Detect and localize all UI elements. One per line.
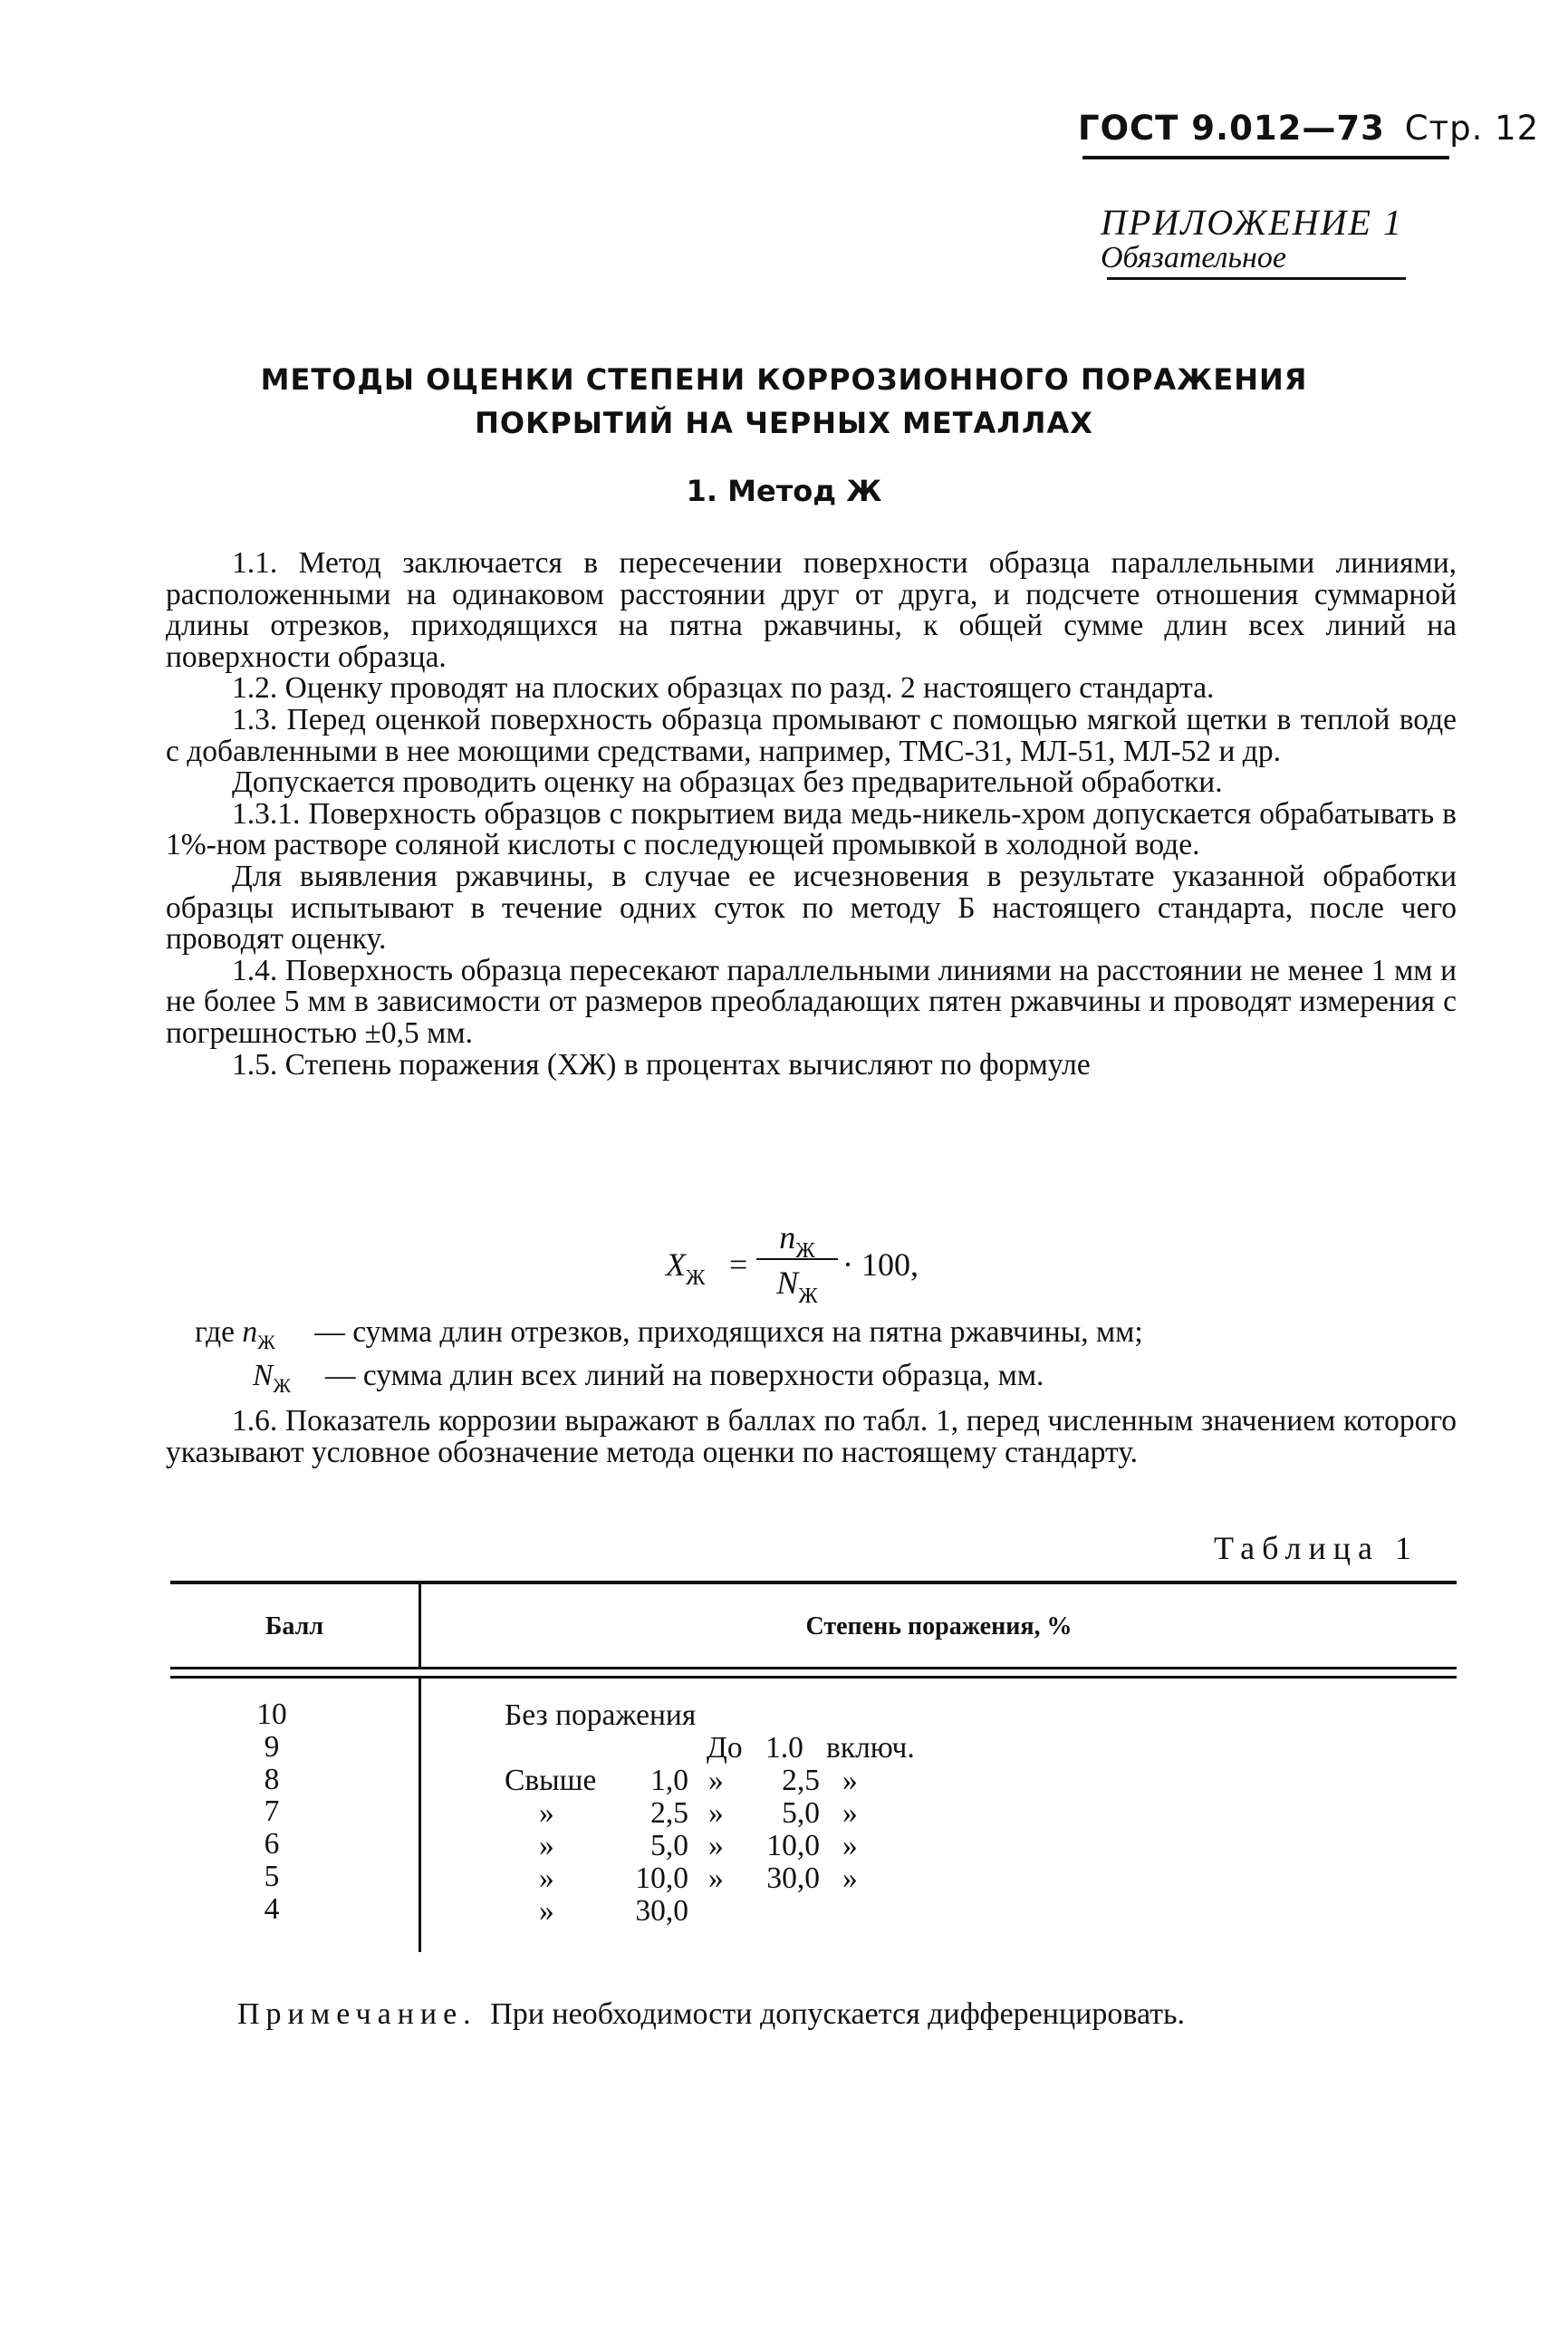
standard-number: ГОСТ 9.012—73 (1078, 109, 1385, 148)
table-ball-column (181, 1698, 362, 1926)
table-cell-degree-r2-unit: включ. (826, 1731, 915, 1765)
table-cell-ball: 7 (264, 1794, 280, 1829)
table-header-rule-2 (170, 1676, 1457, 1679)
definition-N: $N_Ж$ — сумма длин всех линий на поверхности образца, мм. (253, 1359, 1044, 1397)
table-cell-degree-r5-end: » (842, 1829, 858, 1862)
table-caption: Таблица 1 (1214, 1530, 1419, 1566)
formula-lhs: $X_Ж$ (666, 1246, 706, 1290)
table-cell-degree-r4-op: » (539, 1796, 554, 1830)
table-cell-degree-r6-sep: » (708, 1861, 724, 1895)
table-cell-ball: 10 (256, 1698, 287, 1731)
section-title: 1. Метод Ж (686, 474, 882, 508)
paragraph-1-6: 1.6. Показатель коррозии выражают в баллах по табл. 1, перед численным значением которого указывают условное обозначение метода оценки по настоящему стандарту. (166, 1404, 1457, 1469)
table-cell-degree-r5-op: » (539, 1829, 554, 1862)
appendix-rule (1107, 277, 1406, 280)
table-cell-degree-r3-to: 2,5 (782, 1764, 820, 1797)
table-header-degree: Степень поражения, % (805, 1612, 1073, 1640)
table-cell-ball: 4 (264, 1891, 280, 1926)
note-text: При необходимости допускается дифференцировать. (490, 1997, 1186, 2031)
table-header-rule-1 (170, 1667, 1457, 1669)
table-cell-degree-r3-from: 1,0 (650, 1764, 688, 1797)
paragraph-1-4: 1.4. Поверхность образца пересекают параллельными линиями на расстоянии не менее 1 мм и не более 5 мм в зависимости от размеров преобладающих пятен ржавчины и проводят измерения с погрешностью ±0,5 мм. (166, 953, 1457, 1050)
table-cell-degree-r3-sep: » (708, 1764, 724, 1797)
formula-fraction (756, 1218, 838, 1309)
table-cell-degree-r5-sep: » (708, 1829, 724, 1862)
definition-n: где $n_Ж$ — сумма длин отрезков, приходящихся на пятна ржавчины, мм; (195, 1315, 1143, 1353)
table-cell-degree-r5-from: 5,0 (650, 1829, 688, 1862)
table-cell-degree-r4-end: » (842, 1796, 858, 1830)
paragraph-1-1: 1.1. Метод заключается в пересечении поверхности образца параллельными линиями, расположенными на одинаковом расстоянии друг от друга, и подсчете отношения суммарной длины отрезков, приходящихся на пятна ржавчины, к общей сумме длин всех линий на поверхности образца. (166, 546, 1457, 674)
body-text-2 (166, 1406, 1457, 1468)
table-cell-degree-r3-op: Свыше (505, 1764, 597, 1797)
formula-definitions (195, 1315, 1143, 1402)
table-cell-degree-r4-sep: » (708, 1796, 724, 1830)
appendix-title: ПРИЛОЖЕНИЕ 1 (1101, 202, 1403, 243)
paragraph-1-3: 1.3. Перед оценкой поверхность образца промывают с помощью мягкой щетки в теплой воде с добавленными в нее моющими средствами, например, ТМС-31, МЛ-51, МЛ-52 и др. (166, 702, 1457, 768)
table-body-divider (418, 1679, 421, 1952)
table-cell-degree-r6-op: » (539, 1861, 554, 1895)
table-top-rule (170, 1581, 1457, 1584)
header-rule (1082, 156, 1449, 159)
table-cell-degree-r1: Без поражения (505, 1698, 697, 1732)
table-header-ball: Балл (265, 1612, 324, 1640)
table-cell-degree-r7-op: » (539, 1894, 554, 1928)
table-cell-degree-r6-to: 30,0 (766, 1861, 820, 1895)
table-cell-degree-r3-end: » (842, 1764, 858, 1797)
paragraph-1-5: 1.5. Степень поражения (XЖ) в процентах вычисляют по формуле (232, 1047, 1091, 1082)
note-label: Примечание. (237, 1997, 477, 2031)
table-cell-ball: 8 (264, 1762, 280, 1796)
paragraph-1-3-1: 1.3.1. Поверхность образцов с покрытием вида медь-никель-хром допускается обрабатывать в 1%-ном растворе соляной кислоты с последующей промывкой в холодной воде. (166, 796, 1457, 862)
formula-equals: = (729, 1246, 748, 1283)
formula-denominator: $N_Ж$ (776, 1265, 818, 1308)
table-cell-degree-r6-from: 10,0 (635, 1861, 688, 1895)
table-cell-degree-r6-end: » (842, 1861, 858, 1895)
paragraph-1-3-1-note: Для выявления ржавчины, в случае ее исчезновения в результате указанной обработки образцы испытывают в течение одних суток по методу Б настоящего стандарта, после чего проводят оценку. (166, 859, 1457, 957)
table-cell-degree-r2-val: 1.0 (765, 1731, 803, 1765)
table-cell-ball: 5 (264, 1859, 280, 1893)
page-header (1078, 109, 1539, 148)
table-cell-degree-r4-from: 2,5 (650, 1796, 688, 1830)
document-title-line-1: МЕТОДЫ ОЦЕНКИ СТЕПЕНИ КОРРОЗИОННОГО ПОРАЖЕНИЯ (260, 362, 1308, 397)
paragraph-1-3-note: Допускается проводить оценку на образцах без предварительной обработки. (232, 765, 1223, 800)
table-cell-degree-r5-to: 10,0 (766, 1829, 820, 1862)
document-title-line-2: ПОКРЫТИЙ НА ЧЕРНЫХ МЕТАЛЛАХ (475, 406, 1093, 440)
appendix-subtitle: Обязательное (1101, 241, 1286, 274)
table-cell-ball: 9 (264, 1729, 280, 1764)
table-cell-degree-r7-from: 30,0 (635, 1894, 688, 1928)
table-cell-ball: 6 (264, 1827, 280, 1861)
formula (666, 1218, 965, 1327)
body-text (166, 548, 1457, 1081)
formula-multiplier: · 100, (842, 1246, 919, 1283)
formula-numerator: $n_Ж$ (779, 1219, 815, 1263)
paragraph-1-2: 1.2. Оценку проводят на плоских образцах по разд. 2 настоящего стандарта. (232, 671, 1215, 706)
table-cell-degree-r4-to: 5,0 (782, 1796, 820, 1830)
page-number: Стр. 12 (1404, 109, 1540, 148)
table-note (237, 1997, 1185, 2032)
table-cell-degree-r2-op: До (707, 1731, 743, 1765)
